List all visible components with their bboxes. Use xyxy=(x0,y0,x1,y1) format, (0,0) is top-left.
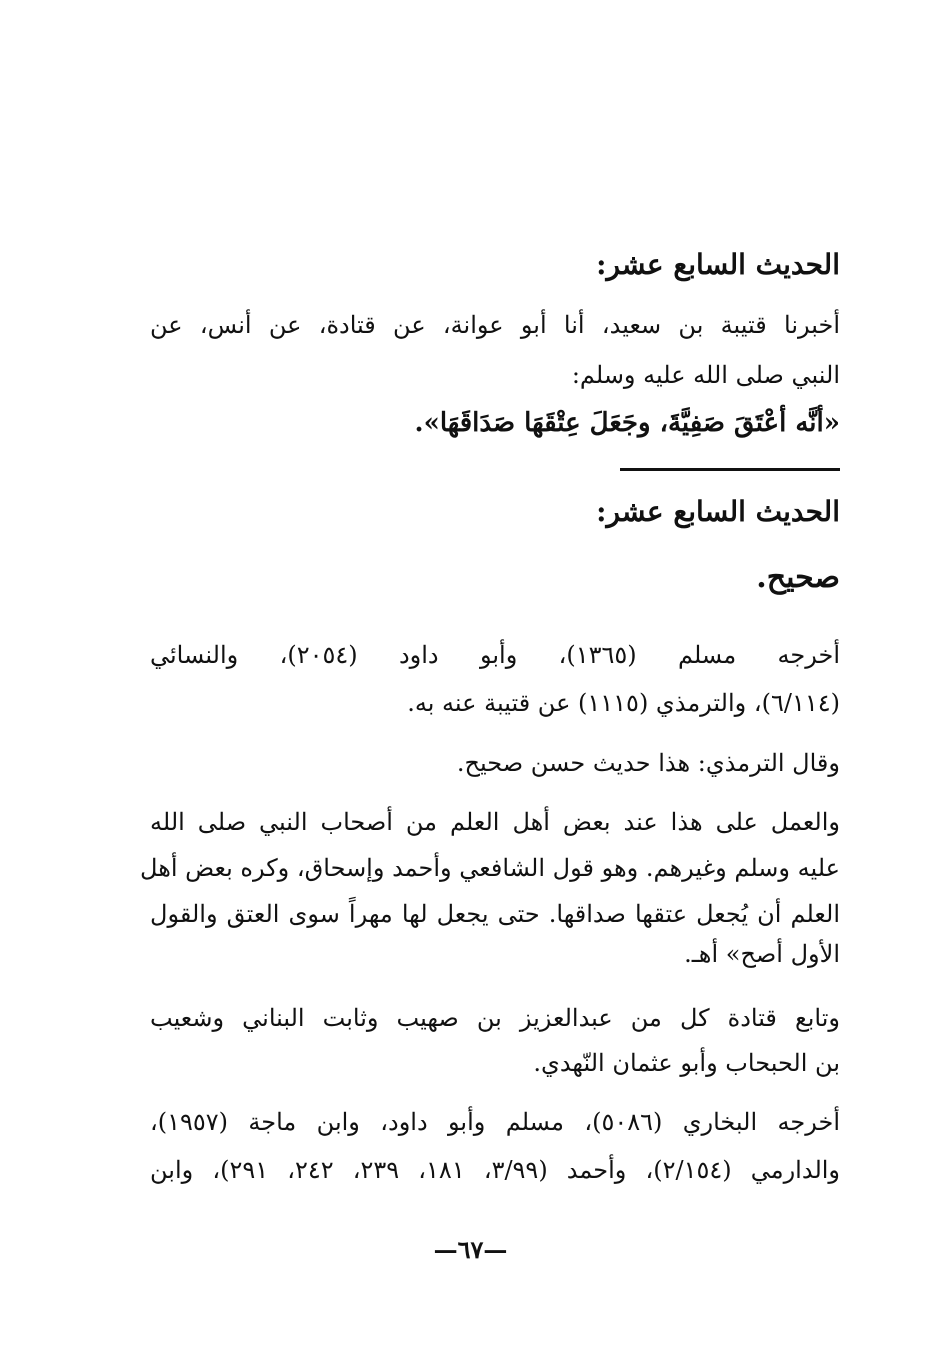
hadith-matn xyxy=(410,405,840,441)
hadith-line: النبي صلى الله عليه وسلم: xyxy=(571,361,840,389)
page-number: —٦٧— xyxy=(433,1235,508,1264)
section-divider xyxy=(620,468,840,471)
hadith-matn-text: أنَّه أعْتَقَ صَفِيَّةَ، وجَعَلَ عِتْقَهَا صَدَاقَهَا». xyxy=(414,408,824,438)
paragraph-end: الأول أصح» أهـ. xyxy=(684,940,840,968)
hadith-line: أخبرنا قتيبة بن سعيد، أنا أبو عوانة، عن قتادة، عن أنس، عن xyxy=(150,311,840,339)
paragraph-line: بن الحبحاب وأبو عثمان النّهدي. xyxy=(533,1049,840,1077)
commentary-heading: الحديث السابع عشر: xyxy=(596,495,840,528)
paragraph-line: عليه وسلم وغيرهم. وهو قول الشافعي وأحمد وإسحاق، وكره بعض أهل xyxy=(140,854,840,882)
hadith-heading: الحديث السابع عشر: xyxy=(596,248,840,281)
paragraph-line: والعمل على هذا عند بعض أهل العلم من أصحاب النبي صلى الله xyxy=(150,808,840,836)
hadith-matn-open-quote: « xyxy=(823,408,840,438)
paragraph-line: أخرجه البخاري (٥٠٨٦)، مسلم وأبو داود، وابن ماجة (١٩٥٧)، xyxy=(150,1108,840,1136)
paragraph-line: (٦/١١٤)، والترمذي (١١١٥) عن قتيبة عنه به. xyxy=(407,689,840,717)
hadith-grade: صحيح. xyxy=(756,560,840,595)
paragraph-line: أخرجه مسلم (١٣٦٥)، وأبو داود (٢٠٥٤)، والنسائي xyxy=(150,641,840,669)
paragraph-line: العلم أن يُجعل عتقها صداقها. حتى يجعل لها مهراً سوى العتق والقول xyxy=(150,900,840,928)
paragraph-line xyxy=(150,936,840,972)
paragraph-line: وتابع قتادة كل من عبدالعزيز بن صهيب وثابت البناني وشعيب xyxy=(150,1004,840,1032)
paragraph-line: والدارمي (٢/١٥٤)، وأحمد (٣/٩٩، ١٨١، ٢٣٩، ٢٤٢، ٢٩١)، وابن xyxy=(150,1156,841,1184)
paragraph-line: وقال الترمذي: هذا حديث حسن صحيح. xyxy=(456,749,840,777)
